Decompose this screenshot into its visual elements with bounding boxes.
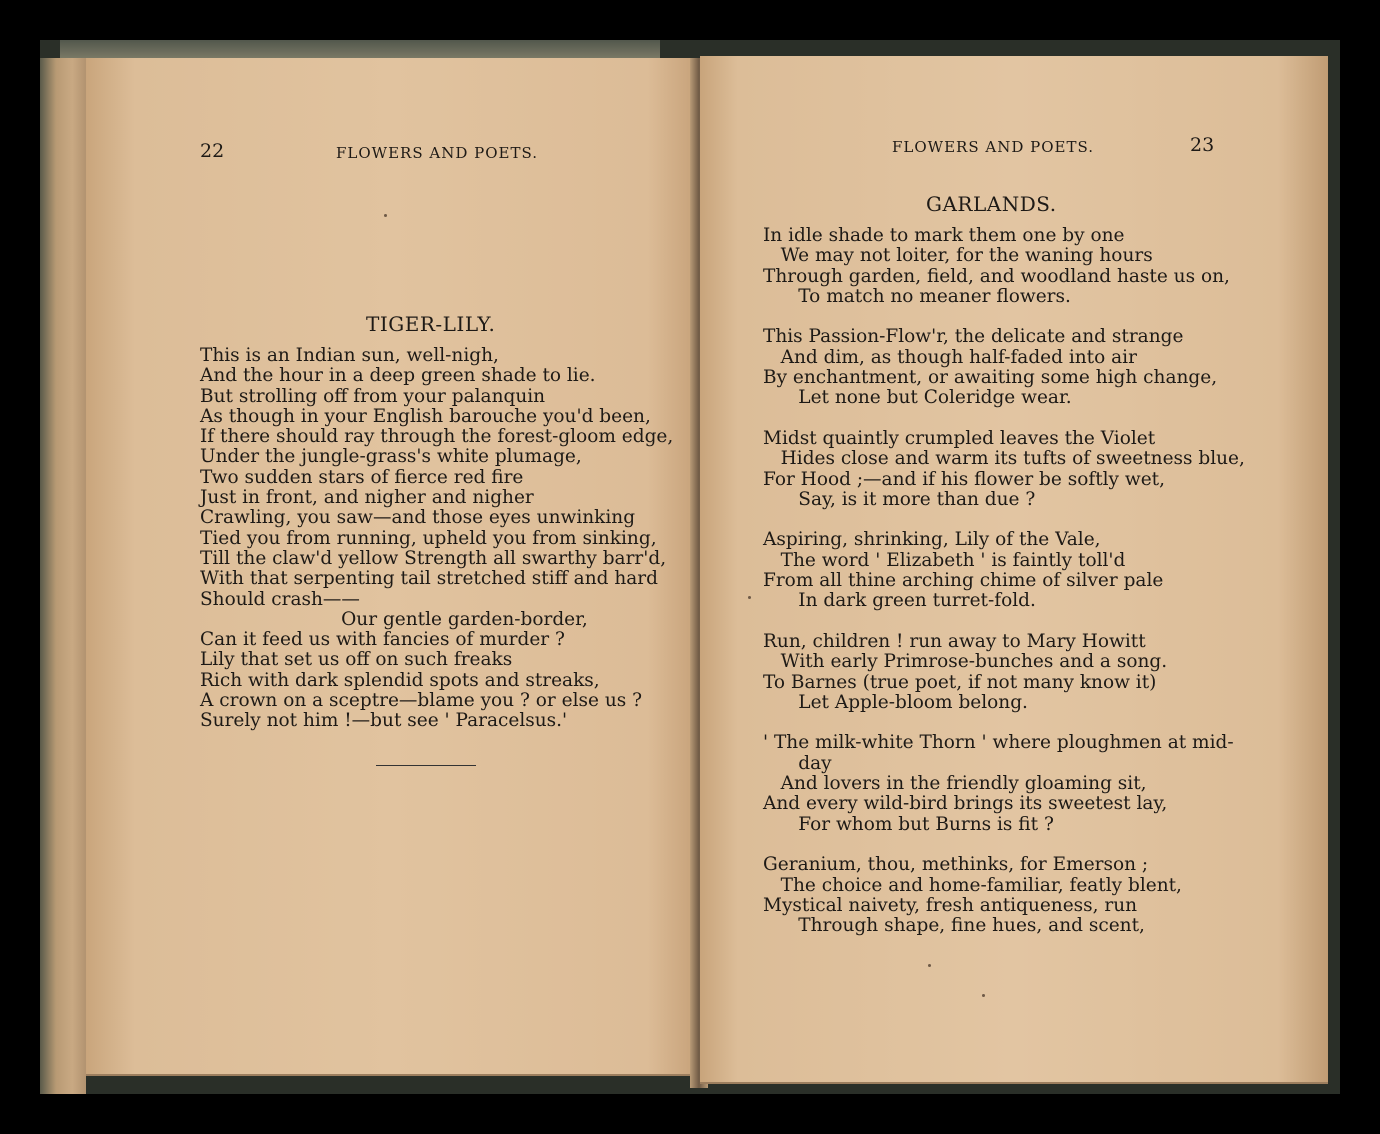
poem-title-garlands: GARLANDS. [926, 192, 1057, 216]
poem-line [763, 307, 1245, 327]
poem-line: Through garden, field, and woodland haste us on, [763, 265, 1230, 287]
poem-line: From all thine arching chime of silver pale [763, 570, 1164, 592]
poem-line: Surely not him !—but see ' Paracelsus.' [200, 710, 568, 732]
poem-line: Crawling, you saw—and those eyes unwinking [200, 507, 636, 529]
poem-title-tiger-lily: TIGER-LILY. [366, 312, 496, 336]
poem-line: Through shape, fine hues, and scent, [763, 915, 1145, 937]
poem-line: Just in front, and nigher and nigher [200, 487, 534, 509]
poem-tiger-lily [200, 346, 673, 732]
left-page [86, 58, 696, 1076]
poem-line: And the hour in a deep green shade to lie. [200, 365, 596, 387]
poem-line: The word ' Elizabeth ' is faintly toll'd [763, 549, 1126, 571]
poem-line: Should crash—— [200, 588, 360, 610]
page-number-left: 22 [200, 140, 225, 162]
poem-line: With early Primrose-bunches and a song. [763, 651, 1168, 673]
poem-line: day [763, 752, 832, 774]
poem-line: In dark green turret-fold. [763, 590, 1036, 612]
running-head-left: FLOWERS AND POETS. [336, 144, 538, 162]
page-number-right: 23 [1190, 134, 1215, 156]
poem-line: Say, is it more than due ? [763, 488, 1036, 510]
poem-line: Midst quaintly crumpled leaves the Violet [763, 427, 1156, 449]
poem-line: Run, children ! run away to Mary Howitt [763, 630, 1146, 652]
poem-line: Aspiring, shrinking, Lily of the Vale, [763, 529, 1101, 551]
poem-line [763, 409, 1245, 429]
paper-speck [928, 964, 931, 967]
poem-line: A crown on a sceptre—blame you ? or else us ? [200, 690, 643, 712]
poem-line: ' The milk-white Thorn ' where ploughmen at mid- [763, 732, 1234, 754]
poem-line: And dim, as though half-faded into air [763, 346, 1137, 368]
poem-line [763, 612, 1245, 632]
poem-line: This Passion-Flow'r, the delicate and strange [763, 326, 1184, 348]
poem-line: Hides close and warm its tufts of sweetness blue, [763, 448, 1245, 470]
poem-line: But strolling off from your palanquin [200, 385, 546, 407]
poem-line: And lovers in the friendly gloaming sit, [763, 773, 1147, 795]
poem-line: Our gentle garden-border, [200, 608, 588, 630]
poem-line: As though in your English barouche you'd been, [200, 405, 651, 427]
paper-speck [982, 994, 985, 997]
poem-line: Lily that set us off on such freaks [200, 649, 513, 671]
poem-line: By enchantment, or awaiting some high change, [763, 367, 1218, 389]
poem-line: For whom but Burns is fit ? [763, 813, 1054, 835]
poem-line: The choice and home-familiar, featly blent, [763, 874, 1182, 896]
poem-line: Geranium, thou, methinks, for Emerson ; [763, 854, 1149, 876]
paper-speck [748, 596, 751, 599]
poem-line: To match no meaner flowers. [763, 285, 1071, 307]
poem-line: For Hood ;—and if his flower be softly wet, [763, 468, 1165, 490]
poem-line: Under the jungle-grass's white plumage, [200, 446, 582, 468]
poem-line [763, 713, 1245, 733]
poem-line: If there should ray through the forest-gloom edge, [200, 426, 674, 448]
poem-line: Mystical naivety, fresh antiqueness, run [763, 894, 1138, 916]
poem-line: This is an Indian sun, well-nigh, [200, 345, 499, 366]
poem-line [763, 510, 1245, 530]
poem-line [763, 835, 1245, 855]
poem-line: We may not loiter, for the waning hours [763, 245, 1153, 267]
poem-line: With that serpenting tail stretched stiff and hard [200, 568, 658, 590]
right-page [700, 56, 1328, 1084]
poem-line: Two sudden stars of fierce red fire [200, 466, 524, 488]
poem-line: Tied you from running, upheld you from sinking, [200, 527, 657, 549]
poem-line: Rich with dark splendid spots and streaks, [200, 669, 600, 691]
section-rule [376, 765, 476, 766]
poem-line: Let Apple-bloom belong. [763, 691, 1028, 713]
poem-garlands [763, 226, 1245, 936]
poem-line: Till the claw'd yellow Strength all swarthy barr'd, [200, 547, 667, 569]
poem-line: And every wild-bird brings its sweetest lay, [763, 793, 1168, 815]
poem-line: Can it feed us with fancies of murder ? [200, 629, 565, 651]
running-head-right: FLOWERS AND POETS. [892, 138, 1094, 156]
poem-line: To Barnes (true poet, if not many know it) [763, 671, 1157, 693]
book-cover-edge [60, 40, 660, 60]
page-stack-edge [40, 58, 86, 1094]
poem-line: In idle shade to mark them one by one [763, 225, 1125, 246]
paper-speck [384, 214, 387, 217]
poem-line: Let none but Coleridge wear. [763, 387, 1072, 409]
